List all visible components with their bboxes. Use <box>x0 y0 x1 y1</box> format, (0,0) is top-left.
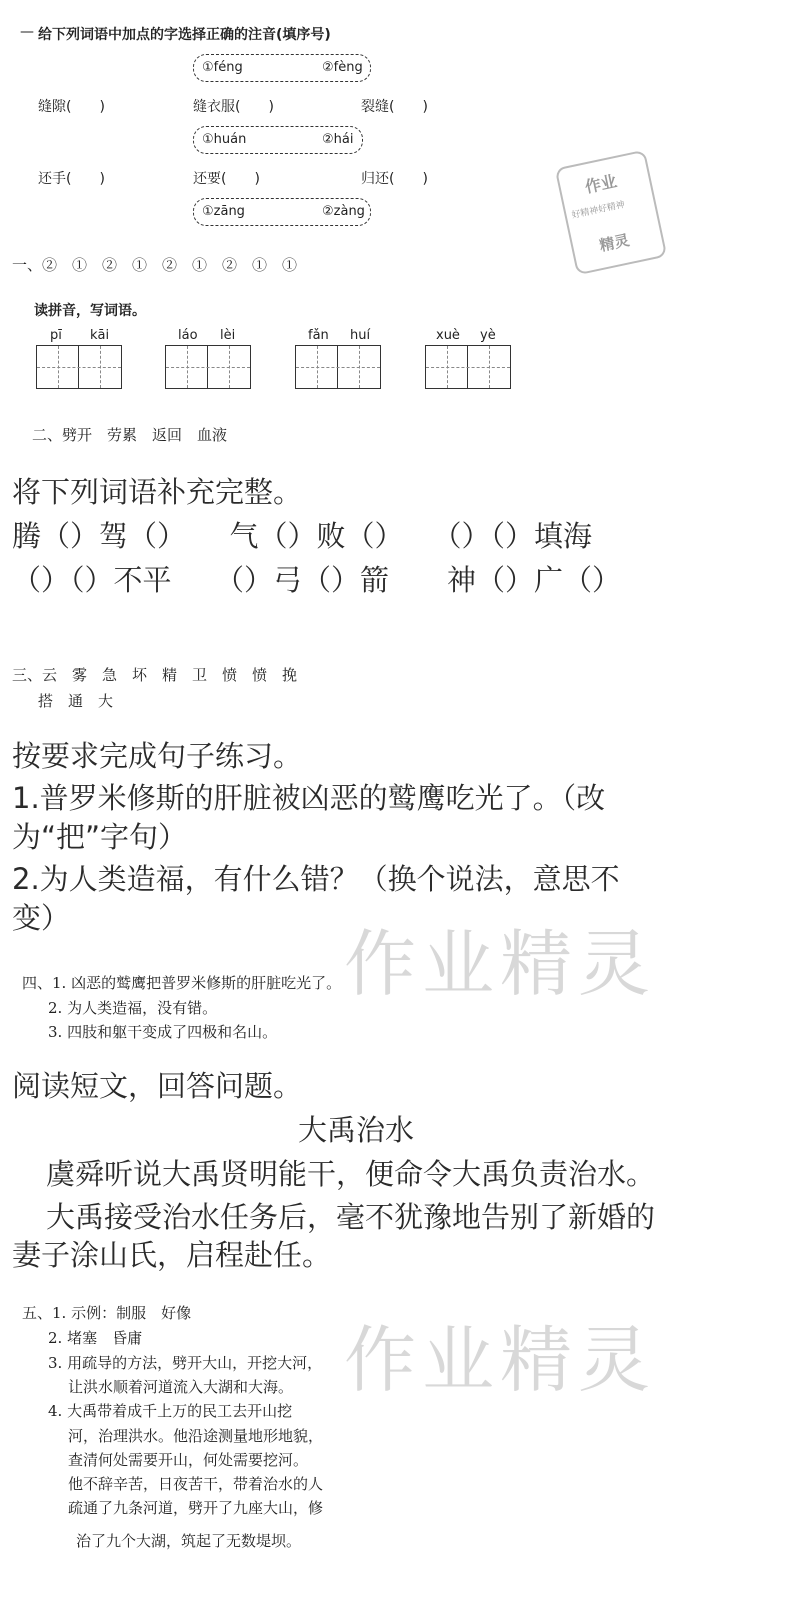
pinyin: yè <box>480 328 496 343</box>
word-haiyao: 还要( ) <box>193 171 260 187</box>
pinyin: kāi <box>90 328 110 343</box>
passage-paragraph-2b: 妻子涂山氏，启程赴任。 <box>12 1238 332 1272</box>
answer-5-4f: 治了九个大湖，筑起了无数堤坝。 <box>76 1532 302 1550</box>
option-2: ②zàng <box>322 204 365 219</box>
section3-line2: （）（）不平 （）弓（）箭 神（）广（） <box>12 563 622 597</box>
options-box-1 <box>193 54 371 82</box>
answer-5-4c: 查清何处需要开山，何处需要挖河。 <box>68 1451 309 1469</box>
answer-5-3b: 让洪水顺着河道流入大湖和大海。 <box>68 1378 294 1396</box>
answer-4-1: 四、1. 凶恶的鹫鹰把普罗米修斯的肝脏吃光了。 <box>22 974 342 992</box>
answer-5-2: 2. 堵塞 昏庸 <box>48 1329 143 1347</box>
option-1: ①zāng <box>202 204 245 219</box>
word-huanshou: 还手( ) <box>38 171 105 187</box>
answer-2: 二、劈开 劳累 返回 血液 <box>32 426 228 444</box>
writing-grid <box>425 345 511 389</box>
option-1: ①féng <box>202 60 243 75</box>
pinyin: huí <box>350 328 371 343</box>
question-1a: 1.普罗米修斯的肝脏被凶恶的鹫鹰吃光了。（改 <box>12 781 606 815</box>
answer-1: 一、② ① ② ① ② ① ② ① ① <box>12 256 298 274</box>
answer-3a: 三、云 雾 急 坏 精 卫 愤 愤 挽 <box>12 666 298 684</box>
writing-grid <box>36 345 122 389</box>
word-fengyifu: 缝衣服( ) <box>193 99 274 115</box>
word-liefeng: 裂缝( ) <box>361 99 428 115</box>
passage-paragraph-1: 虞舜听说大禹贤明能干，便命令大禹负责治水。 <box>46 1157 656 1191</box>
option-1: ①huán <box>202 132 247 147</box>
dash-mark: — <box>20 24 34 40</box>
option-2: ②fèng <box>322 60 363 75</box>
pinyin: láo <box>178 328 198 343</box>
passage-heading: 大禹治水 <box>298 1113 415 1147</box>
writing-grid <box>165 345 251 389</box>
pinyin: xuè <box>436 328 460 343</box>
watermark: 作业精灵 <box>344 922 657 1006</box>
watermark: 作业精灵 <box>344 1318 657 1402</box>
section3-line1: 腾（）驾（） 气（）败（） （）（）填海 <box>12 519 593 553</box>
option-2: ②hái <box>322 132 354 147</box>
section1-title: 给下列词语中加点的字选择正确的注音(填序号) <box>38 27 331 43</box>
pinyin: lèi <box>220 328 236 343</box>
answer-4-2: 2. 为人类造福，没有错。 <box>48 999 218 1017</box>
section5-title: 阅读短文，回答问题。 <box>12 1069 303 1103</box>
pinyin: pī <box>50 328 62 343</box>
writing-grid <box>295 345 381 389</box>
question-1b: 为“把”字句） <box>12 820 188 854</box>
question-2a: 2.为人类造福，有什么错？（换个说法，意思不 <box>12 862 620 896</box>
word-guihuan: 归还( ) <box>361 171 428 187</box>
answer-5-4e: 疏通了九条河道，劈开了九座大山，修 <box>68 1499 324 1517</box>
answer-4-3: 3. 四肢和躯干变成了四极和名山。 <box>48 1023 278 1041</box>
answer-5-4b: 河，治理洪水。他沿途测量地形地貌， <box>68 1427 324 1445</box>
pinyin: fǎn <box>308 328 329 343</box>
answer-5-4a: 4. 大禹带着成千上万的民工去开山挖 <box>48 1402 293 1420</box>
options-box-3 <box>193 198 371 226</box>
answer-3b: 搭 通 大 <box>38 692 114 710</box>
answer-5-1: 五、1. 示例：制服 好像 <box>22 1304 192 1322</box>
stamp-logo: 作业 好精神好精神 精灵 <box>555 150 668 276</box>
answer-5-3a: 3. 用疏导的方法，劈开大山，开挖大河， <box>48 1354 323 1372</box>
passage-paragraph-2a: 大禹接受治水任务后，毫不犹豫地告别了新婚的 <box>46 1200 656 1234</box>
section4-title: 按要求完成句子练习。 <box>12 739 303 773</box>
question-2b: 变） <box>12 901 71 935</box>
word-fengxi: 缝隙( ) <box>38 99 105 115</box>
section3-title: 将下列词语补充完整。 <box>12 475 303 509</box>
answer-5-4d: 他不辞辛苦，日夜苦干，带着治水的人 <box>68 1475 324 1493</box>
section2-title: 读拼音，写词语。 <box>34 303 146 319</box>
options-box-2 <box>193 126 363 154</box>
